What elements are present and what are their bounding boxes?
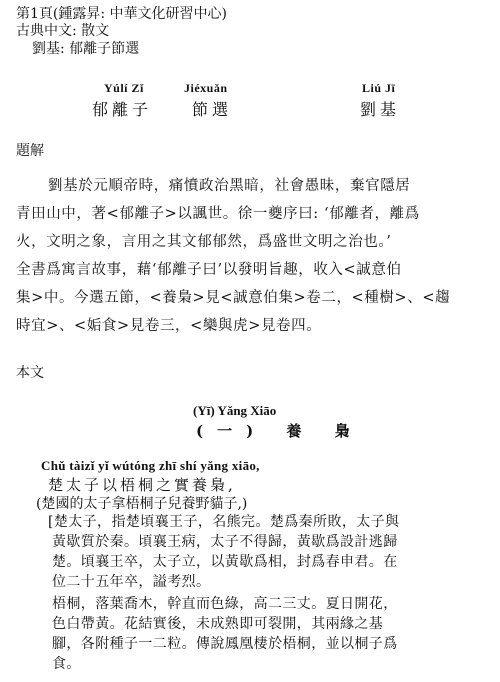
intro-line: 全書爲寓言故事，藉‘郁離子曰’以發明旨趣，收入<誠意伯 [16, 262, 402, 278]
sentence-pinyin: Chǔ tàizǐ yǐ wútóng zhī shí yǎng xiāo, [41, 458, 260, 473]
note-line: 位二十五年卒，謚考烈。 [52, 574, 211, 590]
subject-line: 古典中文: 散文 [16, 23, 110, 39]
page-header-line: 第1頁(鍾露昇: 中華文化研習中心) [16, 6, 227, 22]
author-selection-line: 劉基: 郁離子節選 [32, 41, 140, 57]
title-romanization-1: Yúlí Zǐ [104, 81, 144, 95]
note-line: [楚太子，指楚頃襄王子，名熊完。楚爲秦所敗，太子與 [48, 514, 400, 530]
selection-label-chinese: 節選 [192, 100, 233, 119]
intro-line: 集>中。今選五節，<養梟>見<誠意伯集>卷二，<種樹>、<趨 [16, 290, 451, 306]
sentence-translation: (楚國的太子拿梧桐子兒養野貓子,) [36, 496, 248, 512]
story-title-chinese: (一) 養 梟 [196, 422, 364, 440]
intro-line: 青田山中，著<郁離子>以諷世。徐一夔序曰: ‘郁離者，離爲 [16, 206, 420, 222]
note-line: 食。 [52, 656, 81, 672]
intro-line: 劉基於元順帝時，痛憤政治黑暗，社會愚昧，棄官隱居 [48, 178, 411, 194]
story-title-romanization: (Yī) Yǎng Xiāo [193, 403, 277, 418]
note-line: 色白帶黃。花結實後，未成熟即可裂開，其兩緣之基 [52, 616, 384, 632]
intro-heading: 題解 [16, 143, 44, 159]
sentence-chinese: 楚太子以梧桐之實養梟, [48, 476, 236, 494]
work-title-chinese: 郁離子 [92, 100, 153, 119]
intro-line: 時宜>、<姤食>見卷三，<欒與虎>見卷四。 [16, 318, 322, 334]
note-line: 楚。頃襄王卒，太子立，以黃歇爲相，封爲春申君。在 [52, 554, 398, 570]
note-line: 黃歇質於秦。頃襄王病，太子不得歸，黃歇爲設計逃歸 [52, 534, 398, 550]
author-name-chinese: 劉基 [360, 100, 401, 119]
note-line: 腳，各附種子一二粒。傳說鳳凰棲於梧桐，並以桐子爲 [52, 636, 398, 652]
intro-line: 火，文明之象，言用之其文郁郁然，爲盛世文明之治也。’ [16, 234, 392, 250]
author-romanization: Liú Jī [362, 81, 396, 95]
title-romanization-2: Jiéxuǎn [184, 81, 228, 95]
note-line: 梧桐，落葉喬木，幹直而色綠，高二三丈。夏日開花， [52, 596, 398, 612]
text-heading: 本文 [16, 365, 44, 381]
